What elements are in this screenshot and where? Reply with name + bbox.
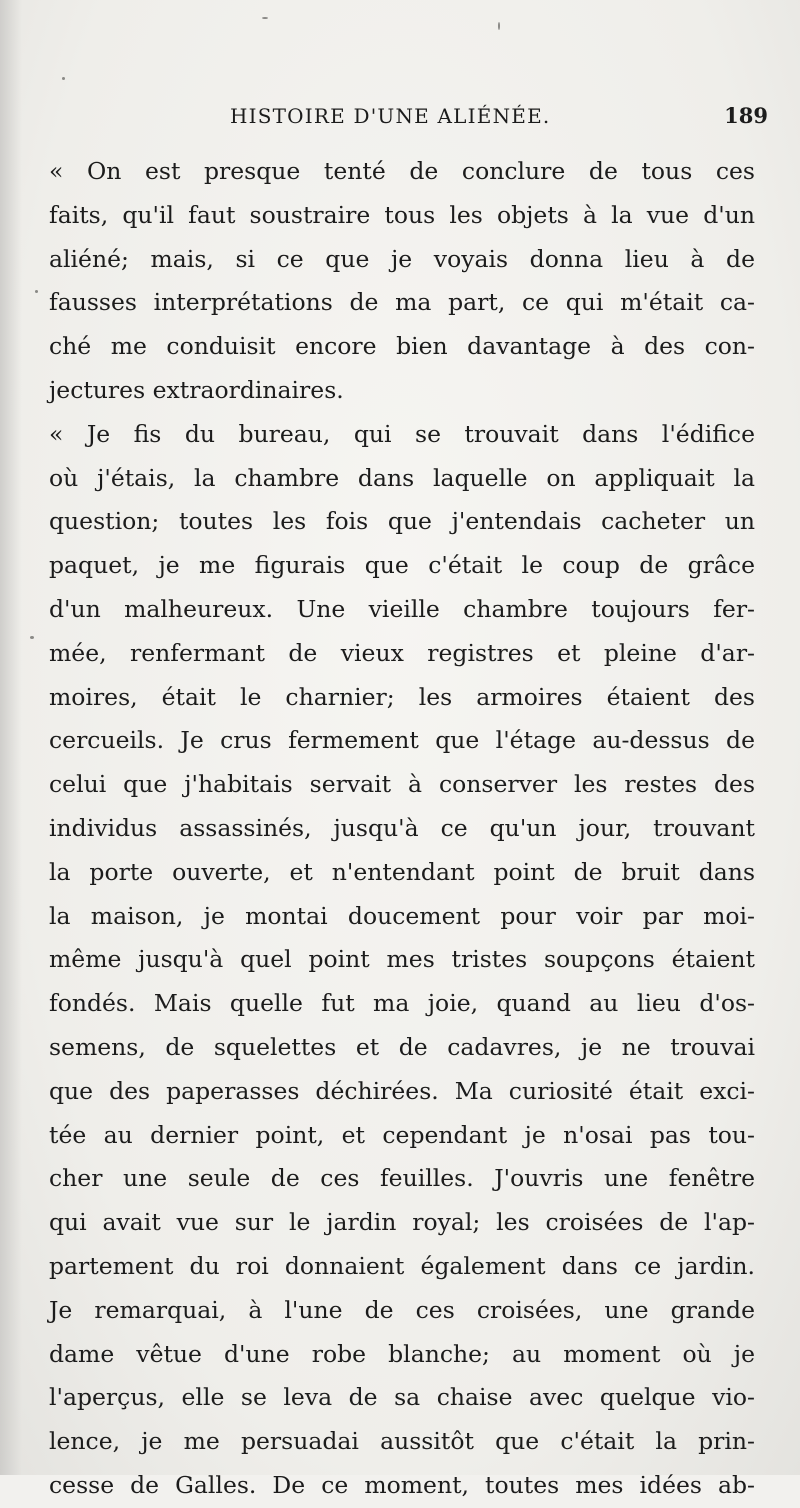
text-line: individus assassinés, jusqu'à ce qu'un jour, trouvant — [49, 813, 755, 842]
print-speck — [262, 17, 268, 19]
text-line: cercueils. Je crus fermement que l'étage au-dessus de — [49, 726, 755, 755]
text-line: l'aperçus, elle se leva de sa chaise avec quelque vio- — [49, 1383, 755, 1412]
text-line: fondés. Mais quelle fut ma joie, quand au lieu d'os- — [49, 989, 755, 1018]
text-line: que des paperasses déchirées. Ma curiosité était exci- — [49, 1076, 755, 1105]
text-line: cher une seule de ces feuilles. J'ouvris une fenêtre — [49, 1164, 755, 1193]
text-line: question; toutes les fois que j'entendais cacheter un — [49, 507, 755, 536]
text-line: semens, de squelettes et de cadavres, je ne trouvai — [49, 1032, 755, 1061]
page-gutter-shadow — [0, 0, 22, 1475]
text-line: jectures extraordinaires. — [49, 375, 344, 404]
text-line: la maison, je montai doucement pour voir par moi- — [49, 901, 755, 930]
text-line: « On est presque tenté de conclure de tous ces — [49, 157, 755, 185]
print-speck — [30, 636, 34, 639]
paragraph-1 — [49, 150, 755, 413]
running-title: HISTOIRE D'UNE ALIÉNÉE. — [230, 104, 551, 128]
text-line: lence, je me persuadai aussitôt que c'était la prin- — [49, 1427, 755, 1456]
text-line: aliéné; mais, si ce que je voyais donna lieu à de — [49, 244, 755, 273]
text-line: la porte ouverte, et n'entendant point de bruit dans — [49, 857, 755, 886]
print-speck — [62, 77, 65, 80]
text-line: même jusqu'à quel point mes tristes soupçons étaient — [49, 945, 755, 974]
running-head — [50, 100, 770, 136]
text-line: où j'étais, la chambre dans laquelle on appliquait la — [49, 463, 755, 492]
print-speck — [498, 22, 500, 30]
text-line: dame vêtue d'une robe blanche; au moment où je — [49, 1339, 755, 1368]
text-line: cesse de Galles. De ce moment, toutes mes idées ab- — [49, 1470, 755, 1499]
text-line: d'un malheureux. Une vieille chambre toujours fer- — [49, 594, 755, 623]
text-line: « Je fis du bureau, qui se trouvait dans l'édifice — [49, 419, 755, 448]
text-line: celui que j'habitais servait à conserver les restes des — [49, 770, 755, 799]
text-line: Je remarquai, à l'une de ces croisées, une grande — [49, 1295, 755, 1324]
text-line: moires, était le charnier; les armoires étaient des — [49, 682, 755, 711]
paragraph-2 — [49, 413, 755, 1508]
text-line: tée au dernier point, et cependant je n'osai pas tou- — [49, 1120, 755, 1149]
text-line: qui avait vue sur le jardin royal; les croisées de l'ap- — [49, 1208, 755, 1237]
text-line: faits, qu'il faut soustraire tous les objets à la vue d'un — [49, 200, 755, 229]
text-line: paquet, je me figurais que c'était le coup de grâce — [49, 551, 755, 580]
text-line: partement du roi donnaient également dans ce jardin. — [49, 1251, 755, 1280]
page-number: 189 — [724, 103, 768, 128]
text-line: mée, renfermant de vieux registres et pleine d'ar- — [49, 638, 755, 667]
text-line: ché me conduisit encore bien davantage à des con- — [49, 332, 755, 361]
body-text — [49, 150, 755, 1508]
text-line: fausses interprétations de ma part, ce qui m'était ca- — [49, 288, 755, 317]
print-speck — [35, 290, 38, 293]
